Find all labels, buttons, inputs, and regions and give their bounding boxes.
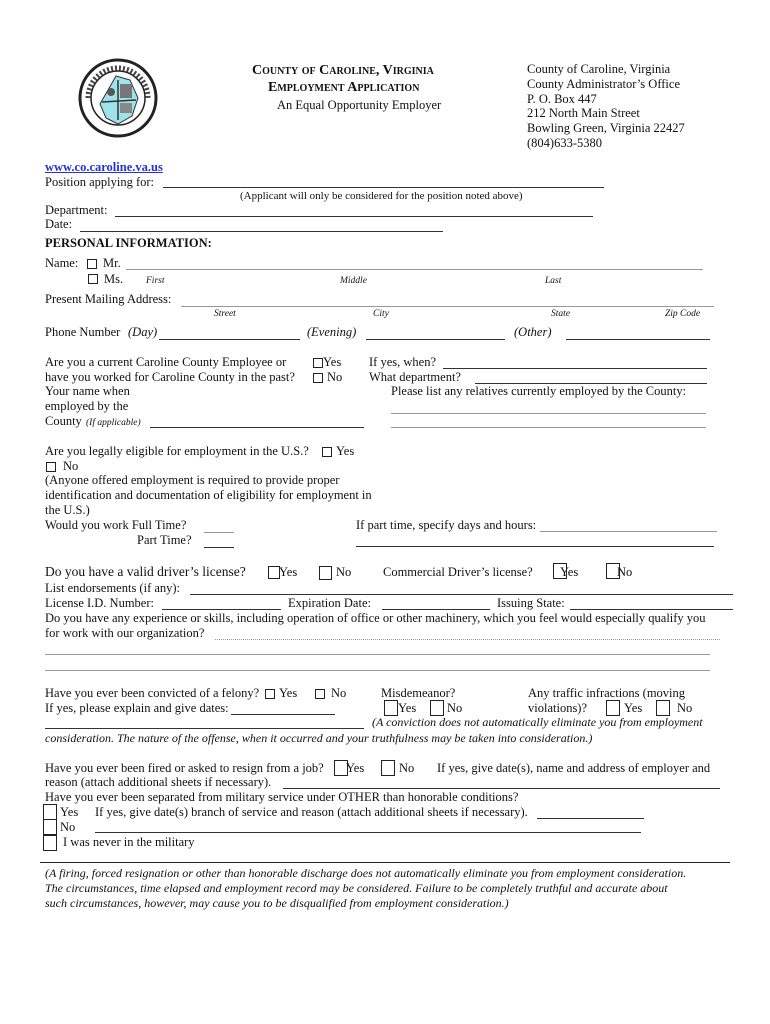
street-caption: Street [214,309,236,319]
military-detail-label: If yes, give date(s) branch of service and reason (attach additional sheets if necessary). [95,805,528,819]
misdemeanor-yes-checkbox[interactable] [384,700,398,716]
military-question: Have you ever been separated from military service under OTHER than honorable conditions? [45,790,519,804]
explain-field[interactable] [45,728,364,729]
traffic-yes-checkbox[interactable] [606,700,620,716]
eligible-no-label: No [63,459,79,473]
state-caption: State [551,309,570,319]
part-time-field[interactable] [204,547,234,548]
position-note: (Applicant will only be considered for the position noted above) [240,190,523,202]
form-title: County of Caroline, Virginia [252,63,434,78]
date-label: Date: [45,217,73,231]
full-time-field[interactable] [204,532,234,533]
felony-question: Have you ever been convicted of a felony? [45,686,260,700]
felony-yes-label: Yes [279,686,298,700]
misdemeanor-question: Misdemeanor? [381,686,456,700]
footer-note: such circumstances, however, may cause you to be disqualified from employment consideration.) [45,896,509,910]
eligibility-note: the U.S.) [45,503,90,517]
explain-label: If yes, please explain and give dates: [45,701,229,715]
address-label: Present Mailing Address: [45,292,172,306]
footer-note: The circumstances, time elapsed and employment record may be considered. Failure to be completely truthful and accurate about [45,881,668,895]
experience-field[interactable] [215,639,720,640]
full-time-label: Would you work Full Time? [45,518,187,532]
prior-name-label: Your name when [45,384,130,398]
military-detail-field[interactable] [95,832,641,833]
when-field[interactable] [443,368,707,369]
middle-caption: Middle [340,276,367,286]
fired-no-checkbox[interactable] [381,760,395,776]
traffic-no-checkbox[interactable] [656,700,670,716]
military-detail-field[interactable] [537,818,644,819]
eligibility-question: Are you legally eligible for employment in the U.S.? [45,444,309,458]
license-no-label: No [336,565,352,579]
date-field[interactable] [80,231,443,232]
misdemeanor-yes-label: Yes [398,701,417,715]
traffic-no-label: No [677,701,693,715]
footer-note: (A firing, forced resignation or other than honorable discharge does not automatically eliminate you from employment consideration. [45,866,687,880]
position-field[interactable] [163,187,604,188]
address-line: County Administrator’s Office [527,77,680,91]
experience-field[interactable] [45,670,710,671]
employee-question: Are you a current Caroline County Employee or [45,355,287,369]
ms-checkbox[interactable] [88,274,98,284]
part-time-hours-field[interactable] [540,531,717,532]
relatives-field[interactable] [391,413,706,414]
mr-label: Mr. [103,256,121,270]
issuing-state-label: Issuing State: [497,596,565,610]
relatives-field[interactable] [391,427,706,428]
felony-yes-checkbox[interactable] [265,689,275,699]
dept-label: What department? [369,370,461,384]
other-label: (Other) [514,325,552,339]
never-military-checkbox[interactable] [43,835,57,851]
other-phone-field[interactable] [566,339,710,340]
cdl-no-label: No [617,565,633,579]
expiration-label: Expiration Date: [288,596,371,610]
traffic-question: violations)? [528,701,588,715]
ms-label: Ms. [104,272,124,286]
eligible-yes-checkbox[interactable] [322,447,332,457]
form-subtitle: Employment Application [268,80,420,95]
prior-name-label: employed by the [45,399,129,413]
felony-no-checkbox[interactable] [315,689,325,699]
last-caption: Last [545,276,562,286]
license-no-checkbox[interactable] [319,566,332,580]
day-phone-field[interactable] [159,339,300,340]
endorsements-label: List endorsements (if any): [45,581,181,595]
city-caption: City [373,309,389,319]
name-label: Name: [45,256,79,270]
position-label: Position applying for: [45,175,155,189]
explain-field[interactable] [231,714,335,715]
employee-no-checkbox[interactable] [313,373,323,383]
prior-name-label: County [45,414,82,428]
traffic-question: Any traffic infractions (moving [528,686,686,700]
county-seal-logo [78,58,158,138]
cdl-yes-label: Yes [560,565,579,579]
part-time-spec-label: If part time, specify days and hours: [356,518,537,532]
military-no-checkbox[interactable] [43,819,57,835]
misdemeanor-no-label: No [447,701,463,715]
felony-no-label: No [331,686,347,700]
employee-yes-checkbox[interactable] [313,358,323,368]
day-label: (Day) [128,325,158,339]
phone-label: Phone Number [45,325,121,339]
cdl-question: Commercial Driver’s license? [383,565,533,579]
zip-caption: Zip Code [665,309,701,319]
evening-phone-field[interactable] [366,339,505,340]
tagline: An Equal Opportunity Employer [277,98,442,112]
eligibility-note: identification and documentation of eligibility for employment in [45,488,372,502]
mr-checkbox[interactable] [87,259,97,269]
website-link[interactable]: www.co.caroline.va.us [45,160,163,174]
fired-question: Have you ever been fired or asked to resign from a job? [45,761,324,775]
divider [40,862,730,863]
when-label: If yes, when? [369,355,436,369]
experience-question: for work with our organization? [45,626,205,640]
endorsements-field[interactable] [190,594,733,595]
if-applicable-caption: (If applicable) [86,418,141,428]
military-yes-label: Yes [60,805,79,819]
expiration-field[interactable] [382,609,490,610]
eligible-yes-label: Yes [336,444,355,458]
employee-question: have you worked for Caroline County in the past? [45,370,295,384]
employee-no-label: No [327,370,343,384]
eligible-no-checkbox[interactable] [46,462,56,472]
license-question: Do you have a valid driver’s license? [45,564,246,579]
address-field[interactable] [181,306,714,307]
address-line: County of Caroline, Virginia [527,62,671,76]
fired-detail-label: If yes, give date(s), name and address of employer and [437,761,711,775]
military-yes-checkbox[interactable] [43,804,57,820]
employee-yes-label: Yes [323,355,342,369]
address-line: P. O. Box 447 [527,92,597,106]
eligibility-note: (Anyone offered employment is required to provide proper [45,473,340,487]
department-label: Department: [45,203,108,217]
experience-field[interactable] [45,654,710,655]
fired-no-label: No [399,761,415,775]
department-field[interactable] [115,216,593,217]
phone-number: (804)633-5380 [527,136,602,150]
license-yes-label: Yes [279,565,298,579]
military-no-label: No [60,820,76,834]
conviction-note: (A conviction does not automatically eliminate you from employment [372,715,703,729]
never-military-label: I was never in the military [63,835,195,849]
address-line: 212 North Main Street [527,106,640,120]
traffic-yes-label: Yes [624,701,643,715]
experience-question: Do you have any experience or skills, including operation of office or other machinery, which you feel would especially qualify you [45,611,706,625]
fired-yes-label: Yes [346,761,365,775]
fired-detail-field[interactable] [283,788,720,789]
evening-label: (Evening) [307,325,357,339]
license-id-field[interactable] [162,609,281,610]
relatives-label: Please list any relatives currently employed by the County: [391,384,687,398]
name-field[interactable] [126,269,703,270]
misdemeanor-no-checkbox[interactable] [430,700,444,716]
license-id-label: License I.D. Number: [45,596,154,610]
fired-detail-label: reason (attach additional sheets if necessary). [45,775,272,789]
conviction-note: consideration. The nature of the offense, when it occurred and your truthfulness may be taken into consideration.) [45,731,593,745]
part-time-label: Part Time? [137,533,192,547]
address-line: Bowling Green, Virginia 22427 [527,121,685,135]
section-heading-personal: PERSONAL INFORMATION: [45,236,212,250]
first-caption: First [146,276,165,286]
issuing-state-field[interactable] [570,609,733,610]
part-time-hours-field[interactable] [356,546,714,547]
prior-name-field[interactable] [150,427,364,428]
